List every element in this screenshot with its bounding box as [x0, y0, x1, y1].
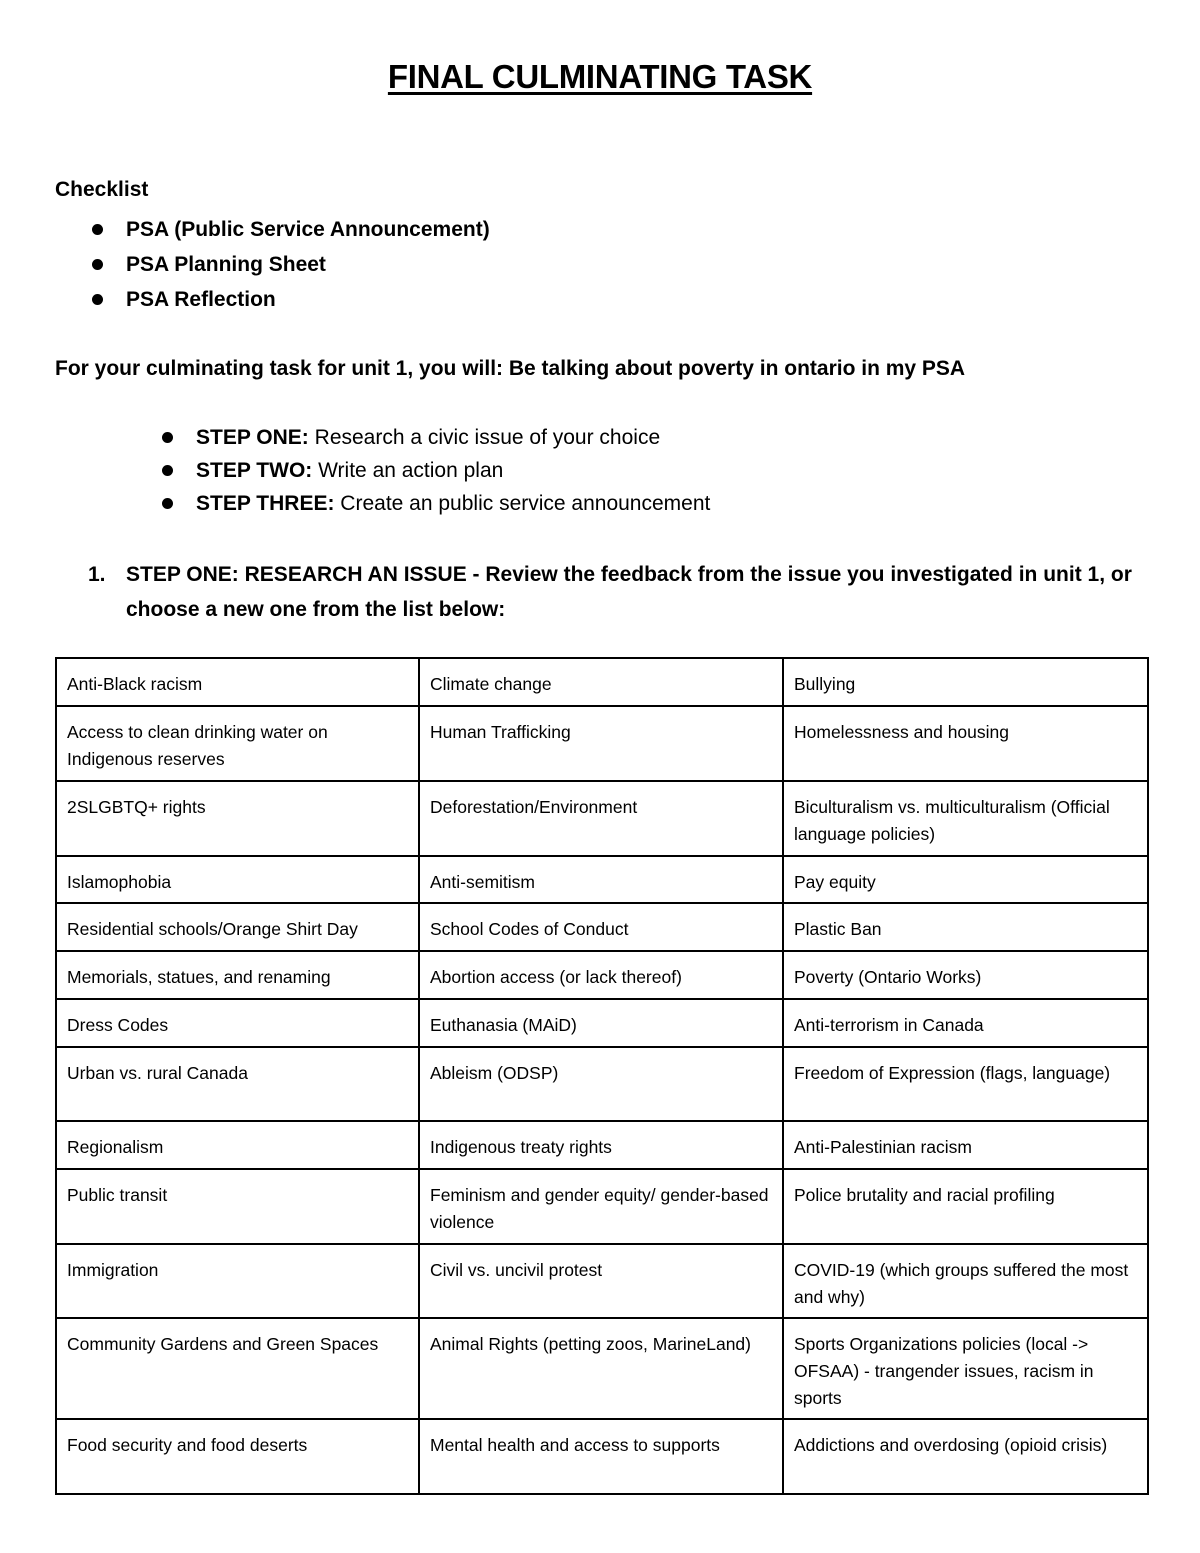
table-cell: Euthanasia (MAiD) — [419, 999, 783, 1047]
table-row — [56, 999, 1148, 1047]
table-cell: Anti-semitism — [419, 856, 783, 903]
issues-table — [55, 657, 1149, 1495]
table-cell: Human Trafficking — [419, 706, 783, 781]
table-row — [56, 1121, 1148, 1169]
table-row — [56, 1169, 1148, 1244]
table-row — [56, 1419, 1148, 1494]
bullet-icon — [162, 465, 173, 476]
step-label: STEP THREE: — [196, 492, 335, 515]
table-cell: Urban vs. rural Canada — [56, 1047, 419, 1121]
table-row — [56, 781, 1148, 856]
checklist-heading: Checklist — [55, 178, 149, 201]
table-cell: Deforestation/Environment — [419, 781, 783, 856]
intro-paragraph: For your culminating task for unit 1, you will: Be talking about poverty in ontario in my PSA — [55, 357, 966, 380]
step-label: STEP ONE: — [196, 426, 309, 449]
table-cell: Anti-terrorism in Canada — [783, 999, 1148, 1047]
table-cell: Climate change — [419, 658, 783, 706]
table-cell: Animal Rights (petting zoos, MarineLand) — [419, 1318, 783, 1419]
step-label: STEP TWO: — [196, 459, 313, 482]
checklist-item: PSA Planning Sheet — [92, 247, 490, 282]
table-cell: Pay equity — [783, 856, 1148, 903]
table-cell: Abortion access (or lack thereof) — [419, 951, 783, 999]
table-cell: Indigenous treaty rights — [419, 1121, 783, 1169]
table-cell: Addictions and overdosing (opioid crisis) — [783, 1419, 1148, 1494]
table-cell: Bullying — [783, 658, 1148, 706]
table-cell: Plastic Ban — [783, 903, 1148, 951]
table-cell: Biculturalism vs. multiculturalism (Official language policies) — [783, 781, 1148, 856]
checklist-item: PSA Reflection — [92, 282, 490, 317]
table-row — [56, 856, 1148, 903]
table-row — [56, 706, 1148, 781]
table-cell: Islamophobia — [56, 856, 419, 903]
table-cell: Anti-Black racism — [56, 658, 419, 706]
table-row — [56, 658, 1148, 706]
step-item — [162, 421, 710, 454]
table-cell: School Codes of Conduct — [419, 903, 783, 951]
bullet-icon — [162, 498, 173, 509]
table-cell: Memorials, statues, and renaming — [56, 951, 419, 999]
table-cell: Dress Codes — [56, 999, 419, 1047]
table-cell: Civil vs. uncivil protest — [419, 1244, 783, 1318]
list-number: 1. — [88, 563, 106, 586]
step-one-text: STEP ONE: RESEARCH AN ISSUE - Review the feedback from the issue you investigated in unit 1, or choose a new one from the list below: — [126, 563, 1132, 621]
table-cell: 2SLGBTQ+ rights — [56, 781, 419, 856]
table-cell: Police brutality and racial profiling — [783, 1169, 1148, 1244]
table-row — [56, 1318, 1148, 1419]
table-cell: Public transit — [56, 1169, 419, 1244]
bullet-icon — [92, 259, 103, 270]
table-cell: Feminism and gender equity/ gender-based violence — [419, 1169, 783, 1244]
step-text: Create an public service announcement — [334, 492, 711, 515]
table-cell: Homelessness and housing — [783, 706, 1148, 781]
table-cell: COVID-19 (which groups suffered the most and why) — [783, 1244, 1148, 1318]
bullet-icon — [162, 432, 173, 443]
checklist — [92, 212, 490, 317]
step-one-heading — [88, 557, 1148, 627]
step-item — [162, 454, 710, 487]
table-cell: Food security and food deserts — [56, 1419, 419, 1494]
step-text: Research a civic issue of your choice — [308, 426, 661, 449]
table-cell: Sports Organizations policies (local -> OFSAA) - trangender issues, racism in sports — [783, 1318, 1148, 1419]
table-cell: Poverty (Ontario Works) — [783, 951, 1148, 999]
table-cell: Freedom of Expression (flags, language) — [783, 1047, 1148, 1121]
table-row — [56, 1244, 1148, 1318]
table-cell: Mental health and access to supports — [419, 1419, 783, 1494]
page-title: FINAL CULMINATING TASK — [387, 58, 813, 95]
table-cell: Ableism (ODSP) — [419, 1047, 783, 1121]
table-row — [56, 1047, 1148, 1121]
table-cell: Anti-Palestinian racism — [783, 1121, 1148, 1169]
checklist-item: PSA (Public Service Announcement) — [92, 212, 490, 247]
table-cell: Community Gardens and Green Spaces — [56, 1318, 419, 1419]
steps-list — [162, 421, 710, 520]
table-row — [56, 903, 1148, 951]
table-cell: Regionalism — [56, 1121, 419, 1169]
table-cell: Immigration — [56, 1244, 419, 1318]
table-cell: Access to clean drinking water on Indigenous reserves — [56, 706, 419, 781]
table-row — [56, 951, 1148, 999]
table-cell: Residential schools/Orange Shirt Day — [56, 903, 419, 951]
bullet-icon — [92, 294, 103, 305]
step-text: Write an action plan — [312, 459, 504, 482]
bullet-icon — [92, 224, 103, 235]
step-item — [162, 487, 710, 520]
